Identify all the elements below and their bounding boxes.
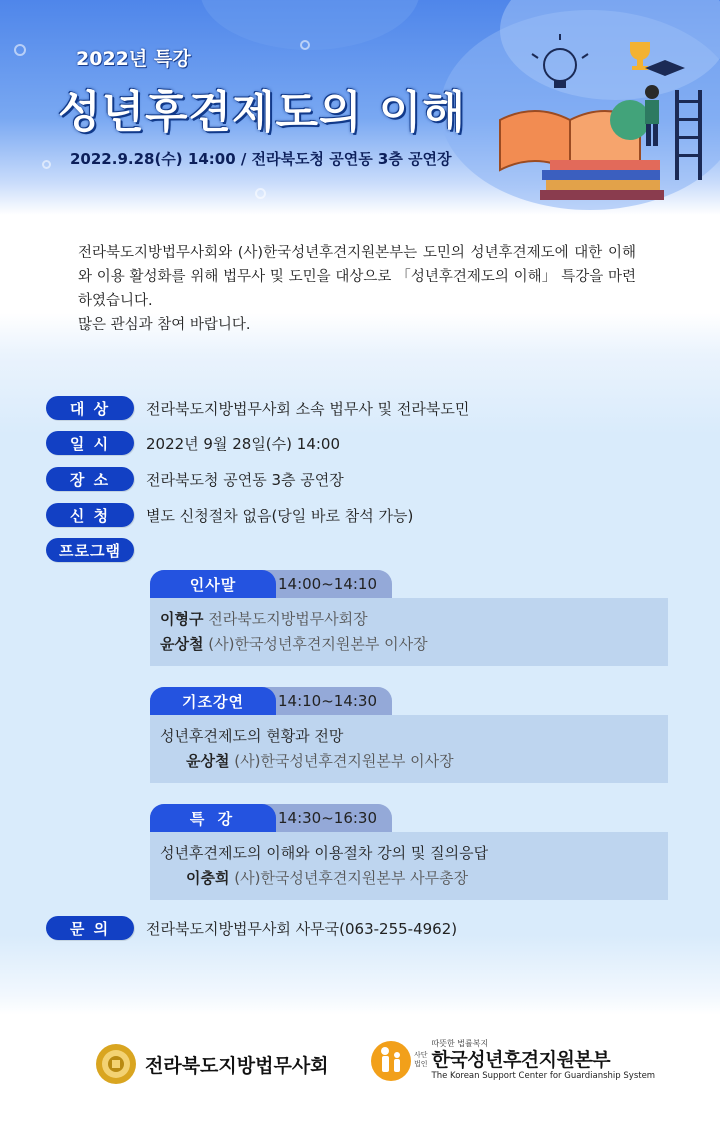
info-value: 전라북도지방법무사회 사무국(063-255-4962): [146, 919, 458, 938]
org1-logo: [95, 1043, 329, 1085]
decor-blob: [200, 0, 420, 50]
org2-small-text: 법인: [414, 1060, 428, 1068]
info-value: 전라북도지방법무사회 소속 법무사 및 전라북도민: [146, 399, 470, 418]
program-item: [150, 687, 668, 783]
program-topic: 성년후견제도의 이해와 이용절차 강의 및 질의응답: [160, 844, 489, 862]
org1-name: 전라북도지방법무사회: [145, 1054, 329, 1077]
program-details: [150, 832, 668, 900]
program-speaker: [160, 866, 658, 891]
program-item: [150, 804, 668, 900]
program-speaker: [160, 749, 658, 774]
program-time: 14:30~16:30: [278, 809, 378, 827]
program-tab: [150, 804, 392, 832]
speaker-title: (사)한국성년후견지원본부 사무총장: [229, 869, 469, 887]
decor-ring: [42, 160, 51, 169]
intro-paragraph: 전라북도지방법무사회와 (사)한국성년후견지원본부는 도민의 성년후견제도에 대한 이해와 이용 활성화를 위해 법무사 및 도민을 대상으로 「성년후견제도의 이해」 특강을 마련하였습니다.: [78, 245, 636, 309]
info-label: 문 의: [46, 916, 134, 940]
info-label: 장 소: [46, 467, 134, 491]
org2-text-block: [432, 1039, 656, 1081]
program-speaker: [160, 607, 658, 632]
program-tab: [150, 570, 392, 598]
program-name: 특 강: [150, 804, 276, 832]
info-value: 별도 신청절차 없음(당일 바로 참석 가능): [146, 506, 414, 525]
footer-logos: [0, 1015, 720, 1134]
org2-logo: [370, 1037, 655, 1083]
org2-tagline: 따뜻한 법률복지: [431, 1039, 489, 1048]
decor-ring: [14, 44, 26, 56]
guardianship-center-mark-icon: [370, 1037, 412, 1083]
info-row-apply: [46, 502, 413, 528]
speaker-name: 윤상철: [186, 752, 230, 770]
program-details: [150, 715, 668, 783]
speaker-title: (사)한국성년후견지원본부 이사장: [203, 635, 428, 653]
program-item: [150, 570, 668, 666]
speaker-title: 전라북도지방법무사회장: [203, 610, 368, 628]
org2-corp-type: [414, 1051, 428, 1069]
info-label: 일 시: [46, 431, 134, 455]
decor-ring: [300, 40, 310, 50]
header-banner: [0, 0, 720, 215]
program-tab: [150, 687, 392, 715]
program-speaker: [160, 632, 658, 657]
speaker-title: (사)한국성년후견지원본부 이사장: [229, 752, 454, 770]
intro-text: [78, 241, 636, 337]
program-name: 인사말: [150, 570, 276, 598]
org2-name: 한국성년후견지원본부: [431, 1049, 611, 1071]
info-value: 2022년 9월 28일(수) 14:00: [146, 434, 341, 453]
program-name: 기조강연: [150, 687, 276, 715]
event-subtitle: 2022년 특강: [76, 48, 191, 70]
intro-section: [0, 215, 720, 355]
intro-paragraph: 많은 관심과 참여 바랍니다.: [78, 317, 251, 333]
speaker-name: 이형구: [160, 610, 204, 628]
program-topic: 성년후견제도의 현황과 전망: [160, 727, 344, 745]
decor-ring: [255, 188, 266, 199]
event-info-section: [0, 355, 720, 1015]
info-label: 신 청: [46, 503, 134, 527]
org2-english-name: The Korean Support Center for Guardianship System: [431, 1071, 656, 1081]
program-details: [150, 598, 668, 666]
books-study-illustration-icon: [480, 20, 710, 200]
event-title: 성년후견제도의 이해: [58, 87, 466, 138]
org2-small-text: 사단: [414, 1051, 428, 1059]
program-time: 14:00~14:10: [278, 575, 378, 593]
info-row-contact: [46, 915, 457, 941]
info-row-datetime: [46, 430, 340, 456]
speaker-name: 이충희: [186, 869, 230, 887]
law-association-seal-icon: [95, 1043, 137, 1085]
info-row-target: [46, 395, 469, 421]
info-row-program: [46, 537, 134, 563]
info-row-place: [46, 466, 344, 492]
speaker-name: 윤상철: [160, 635, 204, 653]
info-label: 프로그램: [46, 538, 134, 562]
info-value: 전라북도청 공연동 3층 공연장: [146, 470, 344, 489]
event-dateline: 2022.9.28(수) 14:00 / 전라북도청 공연동 3층 공연장: [70, 150, 452, 168]
info-label: 대 상: [46, 396, 134, 420]
program-time: 14:10~14:30: [278, 692, 378, 710]
